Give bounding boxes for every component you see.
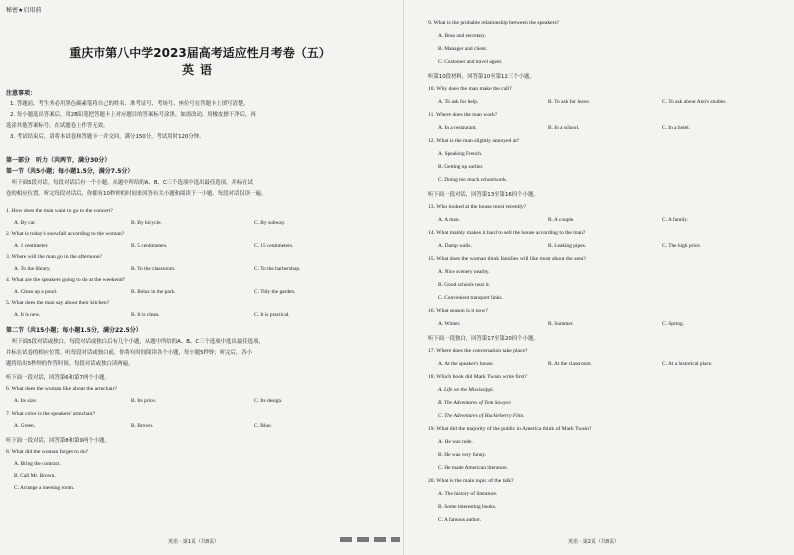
question-5: 5. What does the man say about their kitchen? bbox=[6, 300, 110, 306]
scan-marks bbox=[340, 537, 400, 542]
scan-mark bbox=[374, 537, 386, 542]
listening-prompt: 听下面一段对话，回答第13至第16四个小题。 bbox=[428, 192, 539, 198]
question-4: 4. What are the speakers going to do at the weekend? bbox=[6, 277, 126, 283]
option: A. In a restaurant. bbox=[438, 125, 477, 131]
option: A. The history of literature. bbox=[438, 491, 498, 497]
option: B. Getting up earlier. bbox=[438, 164, 484, 170]
listening-prompt: 听下面一段对话，回答第8和第9两个小题。 bbox=[6, 438, 110, 444]
option: B. To the classroom. bbox=[131, 266, 176, 272]
notice-heading: 注意事项： bbox=[6, 90, 37, 97]
scan-mark bbox=[340, 537, 352, 542]
option: A. It is new. bbox=[14, 312, 41, 318]
option: C. The high price. bbox=[662, 243, 701, 249]
option: A. Damp walls. bbox=[438, 243, 472, 249]
option: C. Doing too much schoolwork. bbox=[438, 177, 508, 183]
option: C. By subway. bbox=[254, 220, 286, 226]
exam-title: 重庆市第八中学2023届高考适应性月考卷（五） bbox=[69, 46, 331, 60]
option: A. Green. bbox=[14, 423, 36, 429]
notice-line: 1. 答题前，考生务必用黑色碳素笔将自己的姓名、准考证号、考场号、座位号在答题卡上填写清楚。 bbox=[10, 101, 249, 107]
option: C. 15 centimeters. bbox=[254, 243, 294, 249]
option: B. Manager and client. bbox=[438, 46, 488, 52]
scan-mark bbox=[391, 537, 400, 542]
section-instructions: 卷的相应位置。听完每段对话后，你都有10秒钟的时间来回答有关小题和阅读下一小题。每段对话仅读一遍。 bbox=[6, 191, 267, 197]
question-7: 7. What color is the speakers' armchair? bbox=[6, 411, 96, 417]
question-11: 11. Where does the man work? bbox=[428, 112, 498, 118]
exam-page-right bbox=[410, 0, 794, 555]
option: A. At the speaker's house. bbox=[438, 361, 494, 367]
option: B. Brown. bbox=[131, 423, 154, 429]
option: A. To ask for help. bbox=[438, 99, 479, 105]
option: B. It is clean. bbox=[131, 312, 160, 318]
page-footer: 英语 · 第2页（共8页） bbox=[568, 539, 620, 545]
option: A. Bring the contract. bbox=[14, 461, 61, 467]
option: B. 5 centimeters. bbox=[131, 243, 168, 249]
option: C. In a hotel. bbox=[662, 125, 690, 131]
option: C. Blue. bbox=[254, 423, 272, 429]
option: B. The Adventures of Tom Sawyer. bbox=[438, 400, 512, 406]
option: B. Its price. bbox=[131, 398, 157, 404]
option: A. A man. bbox=[438, 217, 460, 223]
section-instructions: 听下面5段对话或独白。每段对话或独白后有几个小题，从题中所给的A、B、C三个选项中选出最佳选项， bbox=[12, 339, 264, 345]
question-20: 20. What is the main topic of the talk? bbox=[428, 478, 514, 484]
option: B. In a school. bbox=[548, 125, 580, 131]
option: C. Customer and travel agent. bbox=[438, 59, 503, 65]
scan-mark bbox=[357, 537, 369, 542]
section-heading: 第二节（共15小题；每小题1.5分，满分22.5分） bbox=[6, 327, 142, 334]
option: A. By car. bbox=[14, 220, 36, 226]
option: A. He was rude. bbox=[438, 439, 473, 445]
option: A. Its size. bbox=[14, 398, 38, 404]
question-16: 16. What season is it now? bbox=[428, 308, 488, 314]
option: C. A famous author. bbox=[438, 517, 481, 523]
option: C. Convenient transport links. bbox=[438, 295, 503, 301]
option: C. To the barbershop. bbox=[254, 266, 301, 272]
option: B. By bicycle. bbox=[131, 220, 162, 226]
listening-prompt: 听下面一段独白，回答第17至第20四个小题。 bbox=[428, 336, 539, 342]
question-18: 18. Which book did Mark Twain write first? bbox=[428, 374, 527, 380]
subject-title: 英语 bbox=[181, 63, 218, 77]
question-17: 17. Where does the conversation take place? bbox=[428, 348, 528, 354]
option: C. Spring. bbox=[662, 321, 685, 327]
question-12: 12. What is the man slightly annoyed at? bbox=[428, 138, 520, 144]
notice-line: 选涂其他答案标号。在试题卷上作答无效。 bbox=[6, 123, 109, 129]
option: A. 1 centimeter. bbox=[14, 243, 49, 249]
listening-prompt: 听第10段材料，回答第10至第12三个小题。 bbox=[428, 74, 535, 80]
question-9: 9. What is the probable relationship between the speakers? bbox=[428, 20, 560, 26]
option: C. Tidy the garden. bbox=[254, 289, 296, 295]
option: A. Winter. bbox=[438, 321, 461, 327]
option: B. Call Mr. Brown. bbox=[14, 473, 56, 479]
option: B. To ask for leave. bbox=[548, 99, 591, 105]
option: B. A couple. bbox=[548, 217, 575, 223]
section-instructions: 并标在试卷的相应位置。听每段对话或独白前，你将有时间阅读各个小题，每小题5秒钟；听完后，各小 bbox=[6, 350, 253, 356]
part-heading: 第一部分 听力（共两节，满分30分） bbox=[6, 157, 111, 164]
question-3: 3. Where will the man go in the afternoon? bbox=[6, 254, 103, 260]
option: C. At a historical place. bbox=[662, 361, 713, 367]
section-instructions: 听下面5段对话。每段对话后有一个小题，从题中所给的A、B、C三个选项中选出最佳选项，并标在试 bbox=[12, 180, 253, 186]
option: B. Leaking pipes. bbox=[548, 243, 587, 249]
option: C. It is practical. bbox=[254, 312, 290, 318]
listening-prompt: 听下面一段对话，回答第6和第7两个小题。 bbox=[6, 375, 110, 381]
option: B. Good schools near it. bbox=[438, 282, 491, 288]
option: A. Speaking French. bbox=[438, 151, 483, 157]
option: C. Arrange a meeting room. bbox=[14, 485, 75, 491]
section-heading: 第一节（共5小题；每小题1.5分，满分7.5分） bbox=[6, 168, 134, 175]
option: B. Some interesting books. bbox=[438, 504, 497, 510]
question-2: 2. What is today's snowfall according to the woman? bbox=[6, 231, 125, 237]
question-6: 6. What does the woman like about the armchair? bbox=[6, 386, 117, 392]
question-1: 1. How does the man want to go to the concert? bbox=[6, 208, 113, 214]
confidential-label: 秘密★启用前 bbox=[6, 7, 42, 14]
option: B. He was very funny. bbox=[438, 452, 487, 458]
section-instructions: 题将给出5秒钟的作答时间。每段对话或独白读两遍。 bbox=[6, 361, 134, 367]
option: A. Nice scenery nearby. bbox=[438, 269, 490, 275]
question-13: 13. Who looked at the house most recently? bbox=[428, 204, 527, 210]
option: C. He made American literature. bbox=[438, 465, 509, 471]
option: B. Relax in the park. bbox=[131, 289, 176, 295]
option: C. To ask about Ann's studies. bbox=[662, 99, 727, 105]
option: A. To the library. bbox=[14, 266, 51, 272]
option: B. At the classroom. bbox=[548, 361, 592, 367]
option: A. Life on the Mississippi. bbox=[438, 387, 495, 393]
page-fold-divider bbox=[403, 0, 404, 555]
notice-line: 3. 考试结束后，请将本试卷和答题卡一并交回。满分150分，考试用时120分钟。 bbox=[10, 134, 205, 140]
option: C. A family. bbox=[662, 217, 689, 223]
question-19: 19. What did the majority of the public in America think of Mark Twain? bbox=[428, 426, 592, 432]
question-8: 8. What did the woman forget to do? bbox=[6, 449, 89, 455]
notice-line: 2. 每小题选出答案后，用2B铅笔把答题卡上对应题目的答案标号涂黑。如需改动，用橡皮擦干净后，再 bbox=[10, 112, 256, 118]
question-15: 15. What does the woman think families will like most about the area? bbox=[428, 256, 586, 262]
option: C. The Adventures of Huckleberry Finn. bbox=[438, 413, 525, 419]
question-10: 10. Why does the man make the call? bbox=[428, 86, 512, 92]
page-footer: 英语 · 第1页（共8页） bbox=[168, 539, 220, 545]
question-14: 14. What mainly makes it hard to sell the house according to the man? bbox=[428, 230, 586, 236]
option: A. Clean up a pond. bbox=[14, 289, 58, 295]
option: B. Summer. bbox=[548, 321, 574, 327]
option: C. Its design. bbox=[254, 398, 283, 404]
option: A. Boss and secretary. bbox=[438, 33, 487, 39]
